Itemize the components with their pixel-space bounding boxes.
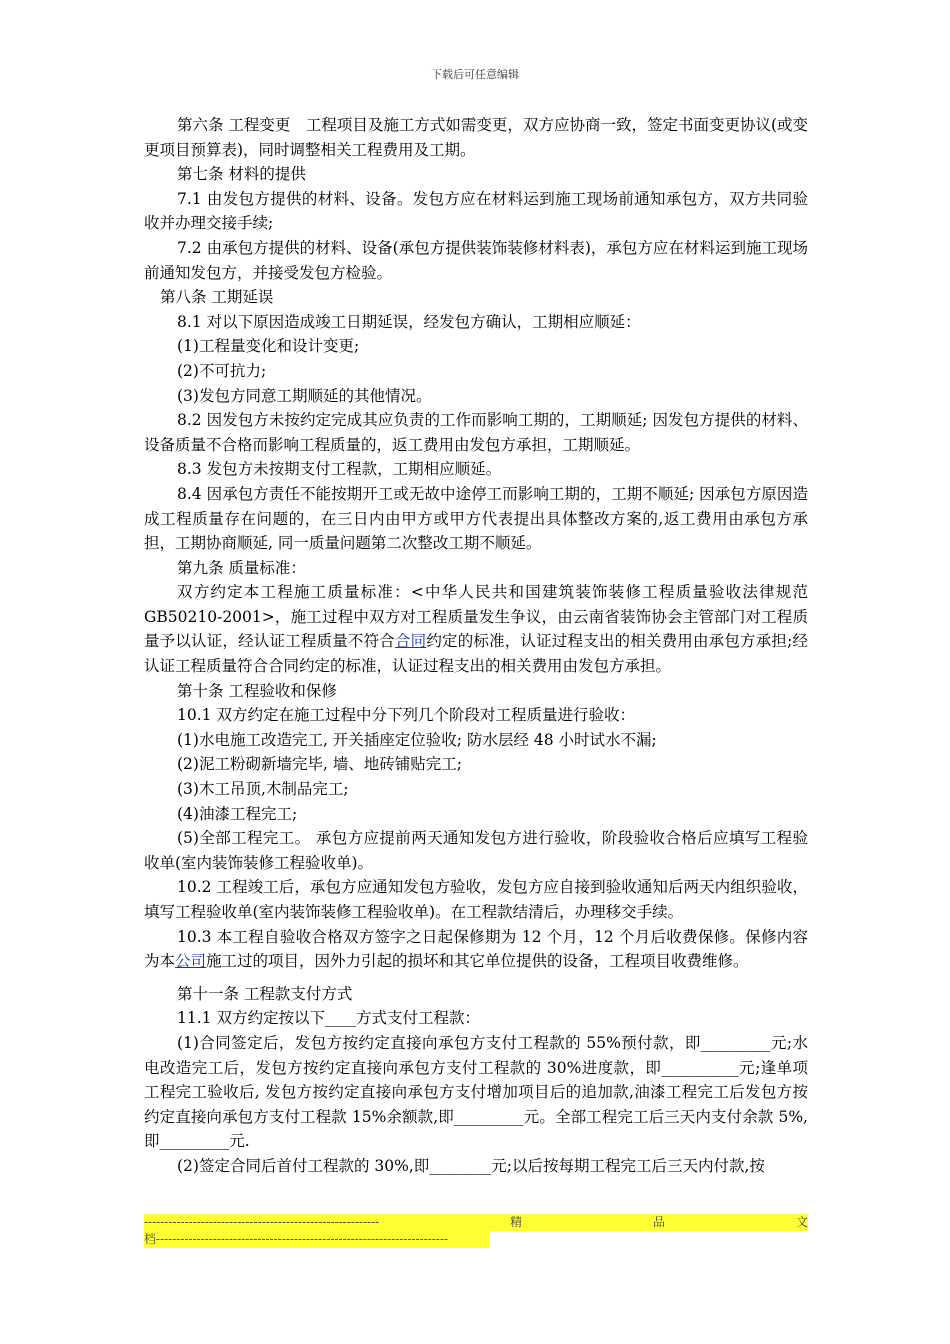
footer-char-4: 档	[144, 1232, 157, 1246]
clause-10-3	[144, 925, 808, 974]
article-11-title: 第十一条 工程款支付方式	[177, 984, 353, 1003]
clause-8-2: 8.2 因发包方未按约定完成其应负责的工作而影响工期的，工期顺延; 因发包方提供的材料、设备质量不合格而影响工程质量的，返工费用由发包方承担，工期顺延。	[144, 411, 808, 454]
clause-10-2: 10.2 工程竣工后，承包方应通知发包方验收，发包方应自接到验收通知后两天内组织验收，填写工程验收单(室内装饰装修工程验收单)。在工程款结清后，办理移交手续。	[144, 878, 808, 921]
clause-11-1: 11.1 双方约定按以下____方式支付工程款：	[177, 1009, 480, 1028]
clause-10-1-item-1: (1)水电施工改造完工, 开关插座定位验收; 防水层经 48 小时试水不漏;	[177, 730, 657, 749]
clause-11-1-item-2: (2)签定合同后首付工程款的 30%,即________元;以后按每期工程完工后三天内付款,按	[177, 1156, 765, 1175]
article-8-title: 第八条 工期延误	[160, 288, 274, 307]
page-footer	[144, 1214, 808, 1253]
footer-line-1	[144, 1214, 808, 1231]
article-10-title: 第十条 工程验收和保修	[177, 681, 337, 700]
footer-char-2: 品	[653, 1215, 666, 1229]
company-link[interactable]: 公司	[175, 952, 207, 971]
footer-line-2	[144, 1231, 489, 1248]
clause-10-1-item-5: (5)全部工程完工。 承包方应提前两天通知发包方进行验收，阶段验收合格后应填写工程验收单(室内装饰装修工程验收单)。	[144, 829, 808, 872]
clause-10-1-item-2: (2)泥工粉砌新墙完毕, 墙、地砖铺贴完工;	[177, 755, 463, 774]
clause-10-1: 10.1 双方约定在施工过程中分下列几个阶段对工程质量进行验收：	[177, 706, 635, 725]
article-7-title: 第七条 材料的提供	[177, 165, 306, 184]
footer-char-3: 文	[795, 1215, 808, 1229]
clause-8-4: 8.4 因承包方责任不能按期开工或无故中途停工而影响工期的，工期不顺延; 因承包方原因造成工程质量存在问题的，在三日内由甲方或甲方代表提出具体整改方案的,返工费用由承包方承担，工期协商顺延, 同一质量问题第二次整改工期不顺延。	[144, 484, 808, 553]
article-9-text-a: 双方约定本工程施工质量标准：<中华人民共和国建筑装饰装修工程质量验收法律规范 GB50210-2001>，施工过程中双方对工程质量发生争议，由云南省装饰协会主管部门对工程质量予以认证，经认证工程质量不符合	[144, 583, 808, 651]
article-9-title: 第九条 质量标准：	[177, 558, 306, 577]
contract-link[interactable]: 合同	[394, 632, 427, 651]
clause-8-3: 8.3 发包方未按期支付工程款，工期相应顺延。	[177, 460, 502, 479]
clause-10-3-text-b: 施工过的项目，因外力引起的损坏和其它单位提供的设备，工程项目收费维修。	[206, 952, 749, 971]
footer-dashes-right: ------------------------------------------------------------------------	[156, 1232, 448, 1246]
clause-7-2: 7.2 由承包方提供的材料、设备(承包方提供装饰装修材料表)，承包方应在材料运到施工现场前通知发包方，并接受发包方检验。	[144, 238, 808, 282]
article-9-body	[144, 580, 808, 678]
clause-10-1-item-3: (3)木工吊顶,木制品完工;	[177, 780, 349, 799]
footer-char-1: 精	[510, 1215, 523, 1229]
clause-11-1-item-1: (1)合同签定后，发包方按约定直接向承包方支付工程款的 55%预付款，即_________元;水电改造完工后，发包方按约定直接向承包方支付工程款的 30%进度款，即__________元;逢单项工程完工验收后, 发包方按约定直接向承包方支付增加项目后的追加款,油漆工程完工后发包方按约定直接向承包方支付工程款 15%余额款,即_________元。全部工程完工后三天内支付余款 5%,即_________元.	[144, 1033, 808, 1151]
clause-8-1-item-2: (2)不可抗力;	[177, 361, 267, 380]
document-body	[144, 113, 808, 1179]
clause-8-1-item-1: (1)工程量变化和设计变更;	[177, 337, 360, 356]
clause-10-3-text-a: 10.3 本工程自验收合格双方签字之日起保修期为 12 个月，12 个月后收费保修。保修内容为本	[144, 927, 808, 971]
clause-7-1: 7.1 由发包方提供的材料、设备。发包方应在材料运到施工现场前通知承包方，双方共同验收并办理交接手续;	[144, 189, 808, 233]
article-9-text-b: 约定的标准，认证过程支出的相关费用由承包方承担;经认证工程质量符合合同约定的标准，认证过程支出的相关费用由发包方承担。	[144, 632, 808, 676]
clause-8-1: 8.1 对以下原因造成竣工日期延误，经发包方确认，工期相应顺延：	[177, 312, 641, 331]
page-header: 下载后可任意编辑	[431, 68, 519, 81]
clause-8-1-item-3: (3)发包方同意工期顺延的其他情况。	[177, 386, 432, 405]
article-6: 第六条 工程变更 工程项目及施工方式如需变更，双方应协商一致，签定书面变更协议(或变更项目预算表)，同时调整相关工程费用及工期。	[144, 116, 808, 159]
clause-10-1-item-4: (4)油漆工程完工;	[177, 804, 298, 823]
footer-dashes-left: ----------------------------------------------------------	[144, 1215, 380, 1229]
